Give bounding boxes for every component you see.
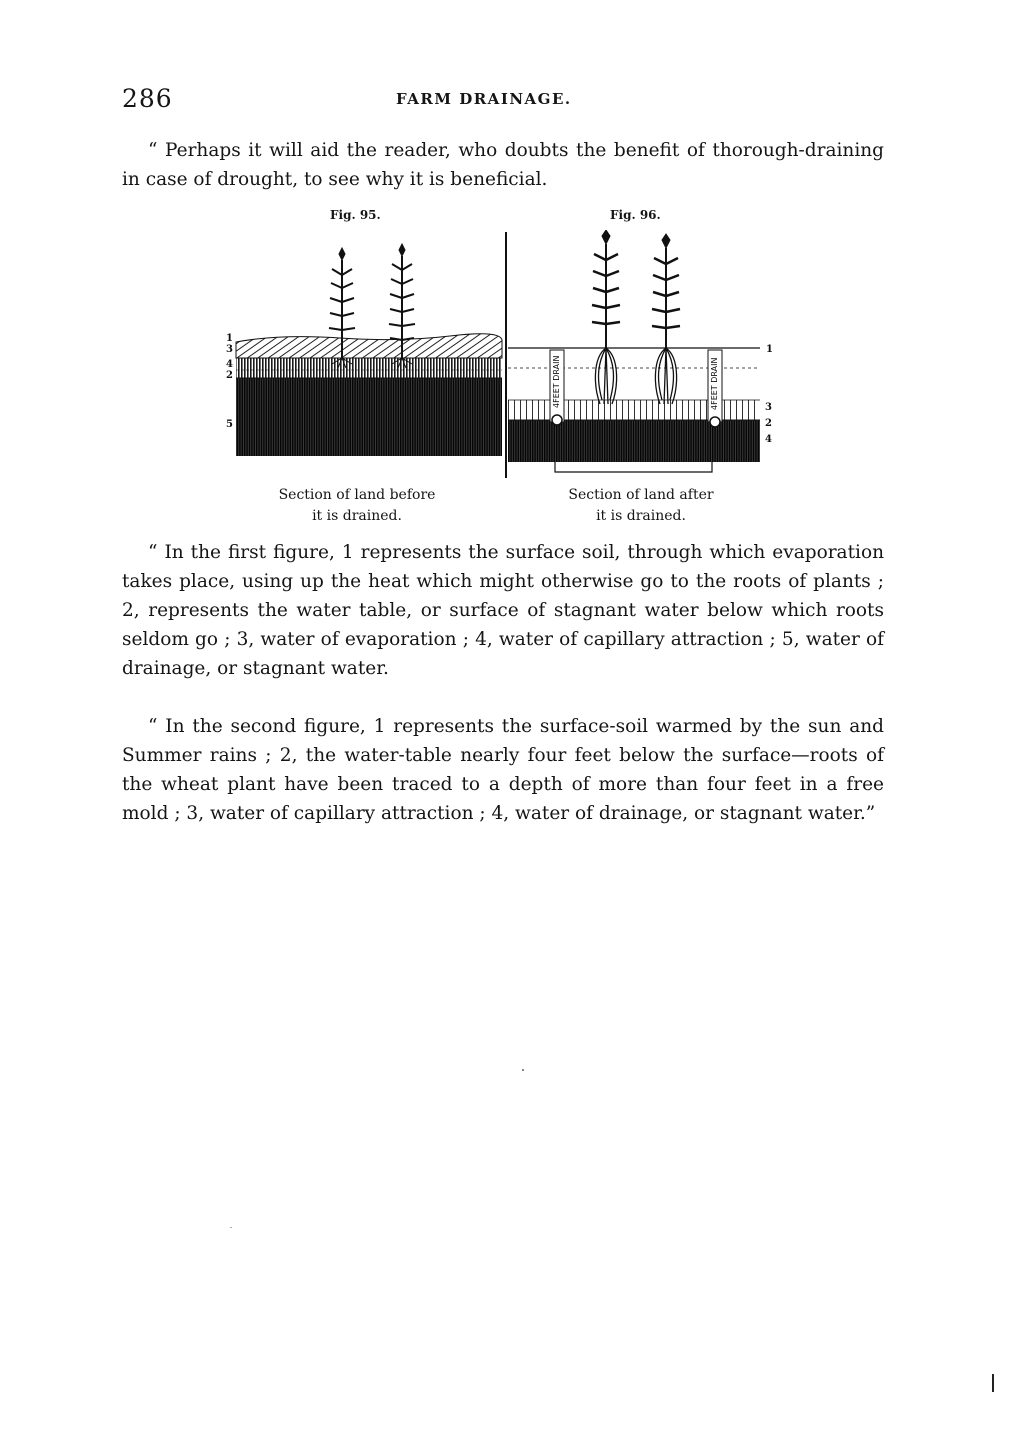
caption-line: it is drained. xyxy=(312,508,402,524)
wheat-plant-icon xyxy=(652,234,680,404)
figure-96-caption xyxy=(536,485,746,527)
second-figure-paragraph: “ In the second figure, 1 represents the surface-soil warmed by the sun and Summer rains ; 2, the water-table nearly four feet below the surface—roots of the wheat plant have been traced to a depth of more than four feet in a free mold ; 3, water of capillary attraction ; 4, water of drainage, or stagnant water.” xyxy=(122,716,884,824)
page-number: 286 xyxy=(122,84,173,113)
layer-number: 1 xyxy=(766,344,773,355)
scan-speck xyxy=(522,1069,524,1071)
scan-speck xyxy=(230,1227,232,1228)
drain-label: 4FEET DRAIN xyxy=(552,355,561,408)
figure-95-label: Fig. 95. xyxy=(330,208,381,222)
page-header xyxy=(122,84,882,114)
caption-line: it is drained. xyxy=(596,508,686,524)
wheat-plant-icon xyxy=(592,230,620,404)
first-figure-paragraph: “ In the first figure, 1 represents the surface soil, through which evaporation takes place, using up the heat which might otherwise go to the roots of plants ; 2, represents the water table, or surface of stagnant water below which roots seldom go ; 3, water of evaporation ; 4, water of capillary attraction ; 5, water of drainage, or stagnant water. xyxy=(122,542,884,679)
layer-number: 5 xyxy=(226,419,233,430)
layer-number: 3 xyxy=(226,344,233,355)
intro-paragraph: “ Perhaps it will aid the reader, who doubts the benefit of thorough-draining in case of drought, to see why it is beneficial. xyxy=(122,140,884,190)
layer-number: 4 xyxy=(765,434,772,445)
section-before-drainage xyxy=(226,244,502,456)
layer-number: 4 xyxy=(226,359,233,370)
running-head: FARM DRAINAGE. xyxy=(396,90,572,108)
drain-label: 4FEET DRAIN xyxy=(710,357,719,410)
scan-mark xyxy=(992,1374,994,1392)
layer-number: 2 xyxy=(765,418,772,429)
figure-96-label: Fig. 96. xyxy=(610,208,661,222)
figure-95-caption xyxy=(252,485,462,527)
section-after-drainage xyxy=(508,230,773,472)
caption-line: Section of land after xyxy=(568,487,714,503)
layer-number: 3 xyxy=(765,402,772,413)
layer-number: 2 xyxy=(226,370,233,381)
layer-number: 1 xyxy=(226,333,233,344)
drainage-section-illustration xyxy=(220,230,790,480)
caption-line: Section of land before xyxy=(278,487,436,503)
